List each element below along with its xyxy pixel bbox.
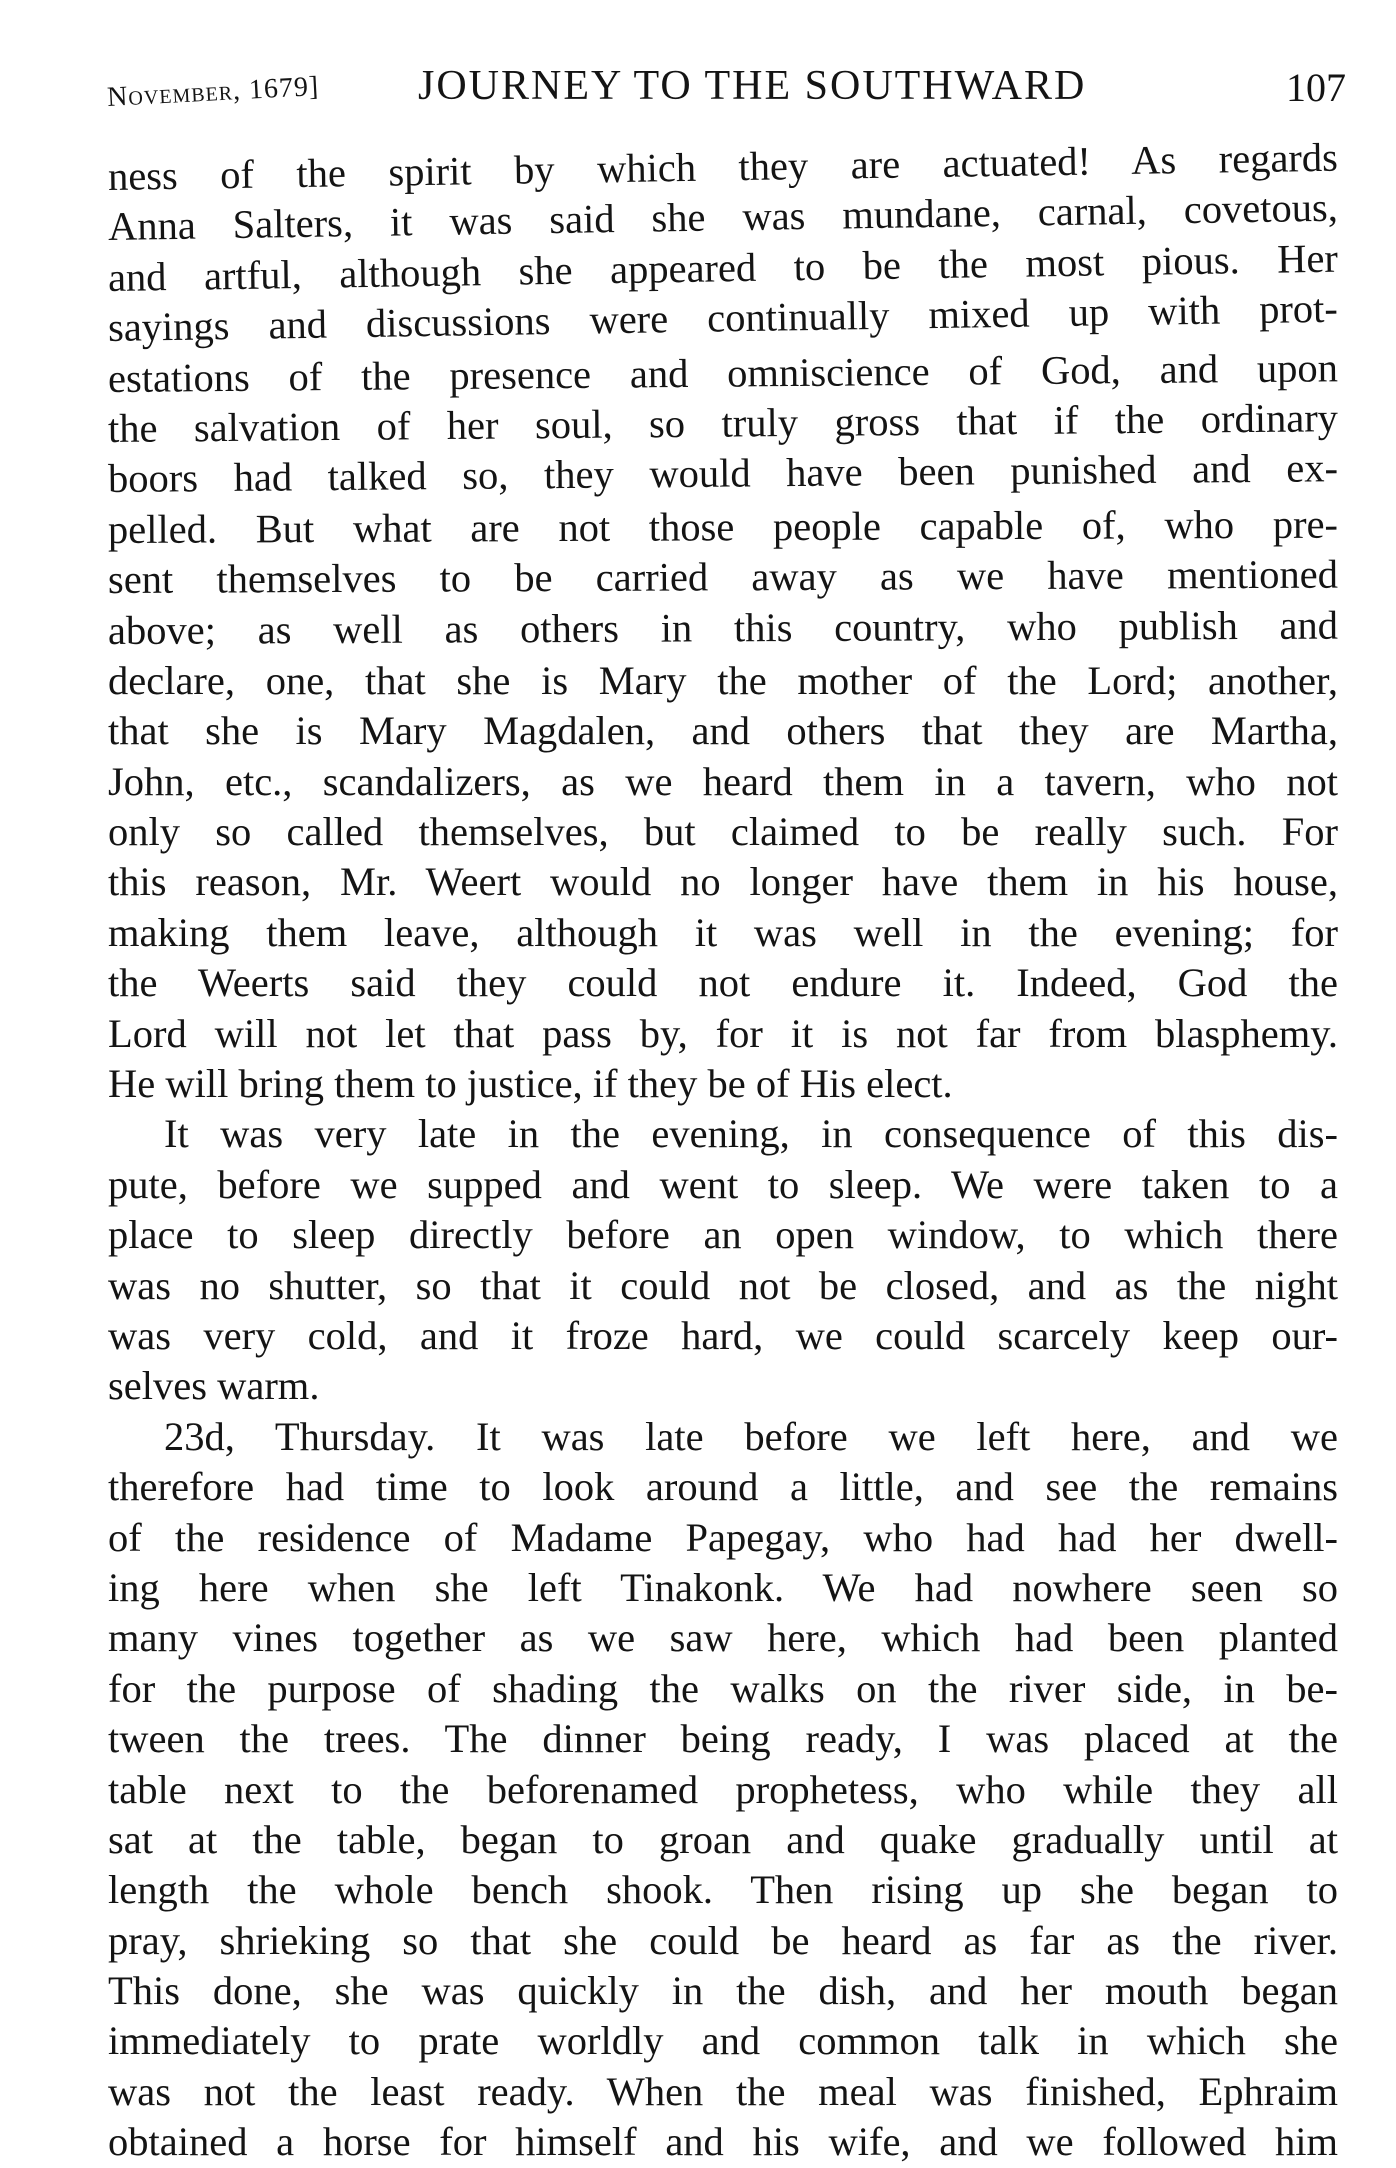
text-line: tween the trees. The dinner being ready, I was placed at the (108, 1716, 1338, 1762)
text-line: sayings and discussions were continually mixed up with prot- (107, 285, 1339, 351)
text-line: table next to the beforenamed prophetess, who while they all (108, 1766, 1338, 1812)
text-line: Anna Salters, it was said she was mundane, carnal, covetous, (107, 185, 1339, 250)
text-line: 23d, Thursday. It was late before we left here, and we (164, 1413, 1338, 1459)
text-line: pelled. But what are not those people capable of, who pre- (107, 501, 1339, 552)
page-number: 107 (1286, 65, 1346, 110)
text-line: this reason, Mr. Weert would no longer have them in his house, (108, 859, 1338, 905)
text-line: the salvation of her soul, so truly gross that if the ordinary (107, 395, 1339, 451)
text-line: John, etc., scandalizers, as we heard them in a tavern, who not (108, 758, 1338, 804)
text-line: sent themselves to be carried away as we have mentioned (107, 551, 1339, 603)
text-line: for the purpose of shading the walks on the river side, in be- (108, 1665, 1338, 1711)
text-line: length the whole bench shook. Then rising up she began to (108, 1867, 1338, 1913)
paragraph-3 (108, 1412, 1338, 2168)
text-line: boors had talked so, they would have been punished and ex- (107, 445, 1339, 502)
body-text (107, 134, 1339, 2168)
text-line: He will bring them to justice, if they be of His elect. (108, 1061, 953, 1107)
text-line: This done, she was quickly in the dish, and her mouth began (108, 1968, 1338, 2014)
text-line: ness of the spirit by which they are actuated! As regards (107, 134, 1339, 199)
text-line: was very cold, and it froze hard, we could scarcely keep our- (108, 1312, 1338, 1358)
text-line: was no shutter, so that it could not be closed, and as the night (108, 1262, 1338, 1308)
text-line: and artful, although she appeared to be the most pious. Her (107, 235, 1339, 300)
text-line: pray, shrieking so that she could be heard as far as the river. (108, 1917, 1338, 1963)
text-line: estations of the presence and omniscience of God, and upon (107, 344, 1339, 401)
text-line: that she is Mary Magdalen, and others that they are Martha, (108, 708, 1338, 754)
text-line: It was very late in the evening, in consequence of this dis- (164, 1111, 1338, 1157)
text-line: declare, one, that she is Mary the mother of the Lord; another, (108, 657, 1338, 703)
text-line: many vines together as we saw here, which had been planted (108, 1615, 1338, 1661)
text-line: selves warm. (108, 1363, 320, 1409)
running-head-date: November, 1679] (106, 70, 320, 114)
text-line: making them leave, although it was well in the evening; for (108, 909, 1338, 955)
text-line: only so called themselves, but claimed to be really such. For (108, 809, 1338, 855)
text-line: Lord will not let that pass by, for it is not far from blasphemy. (108, 1010, 1338, 1056)
running-head (108, 62, 1346, 122)
text-line: above; as well as others in this country, who publish and (107, 602, 1339, 653)
text-line: ing here when she left Tinakonk. We had nowhere seen so (108, 1564, 1338, 1610)
text-line: pute, before we supped and went to sleep. We were taken to a (108, 1161, 1338, 1207)
text-line: therefore had time to look around a little, and see the remains (108, 1464, 1338, 1510)
paragraph-2 (108, 1109, 1338, 1411)
text-line: sat at the table, began to groan and quake gradually until at (108, 1816, 1338, 1862)
text-line: place to sleep directly before an open window, to which there (108, 1212, 1338, 1258)
text-line: of the residence of Madame Papegay, who had had her dwell- (108, 1514, 1338, 1560)
text-line: obtained a horse for himself and his wife, and we followed him (108, 2119, 1338, 2165)
text-line: the Weerts said they could not endure it. Indeed, God the (108, 960, 1338, 1006)
text-line: immediately to prate worldly and common talk in which she (108, 2018, 1338, 2064)
paragraph-1 (107, 134, 1339, 1109)
running-head-title: JOURNEY TO THE SOUTHWARD (418, 63, 1087, 109)
text-line: was not the least ready. When the meal was finished, Ephraim (108, 2068, 1338, 2114)
